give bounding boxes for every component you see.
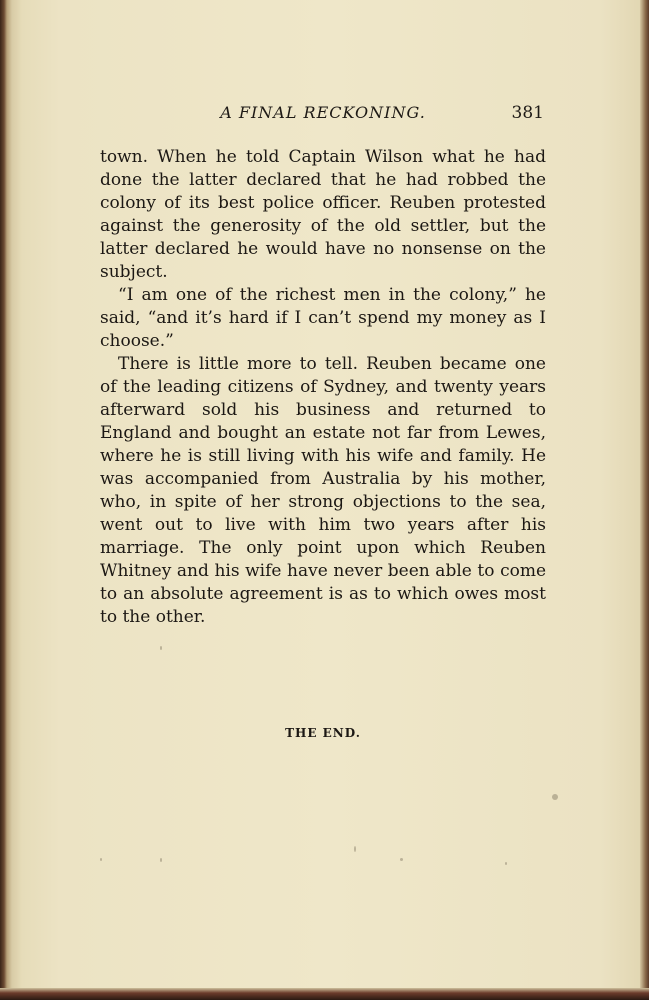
the-end-label: THE END. — [285, 726, 361, 740]
paragraph-3: There is little more to tell. Reuben became one of the leading citizens of Sydney, and twenty years afterward sold his business and returned to England and bought an estate not far from Lewes, where he is still living with his wife and family. He was accompanied from Australia by his mother, who, in spite of her strong objections to the sea, went out to live with him two years after his marriage. The only point upon which Reuben Whitney and his wife have never been able to come to an absolute agreement is as to which owes most to the other. — [100, 354, 546, 627]
paragraph-2: “I am one of the richest men in the colony,” he said, “and it’s hard if I can’t spend my money as I choose.” — [100, 285, 546, 351]
paper-speck — [160, 646, 162, 650]
paper-speck — [160, 858, 162, 862]
page-header — [100, 103, 546, 129]
page-number: 381 — [511, 103, 544, 123]
paper-speck — [552, 794, 558, 800]
paper-speck — [505, 862, 507, 865]
running-title: A FINAL RECKONING. — [220, 103, 426, 122]
paragraph-1: town. When he told Captain Wilson what he had done the latter declared that he had robbed the colony of its best police officer. Reuben protested against the generosity of the old settler, but the latter declared he would have no nonsense on the subject. — [100, 147, 546, 282]
paper-speck — [354, 846, 356, 852]
page-bottom-edge — [0, 988, 649, 1000]
page-right-edge — [640, 0, 649, 1000]
body-text — [100, 146, 546, 629]
paper-speck — [400, 858, 403, 861]
paper-speck — [100, 858, 102, 861]
